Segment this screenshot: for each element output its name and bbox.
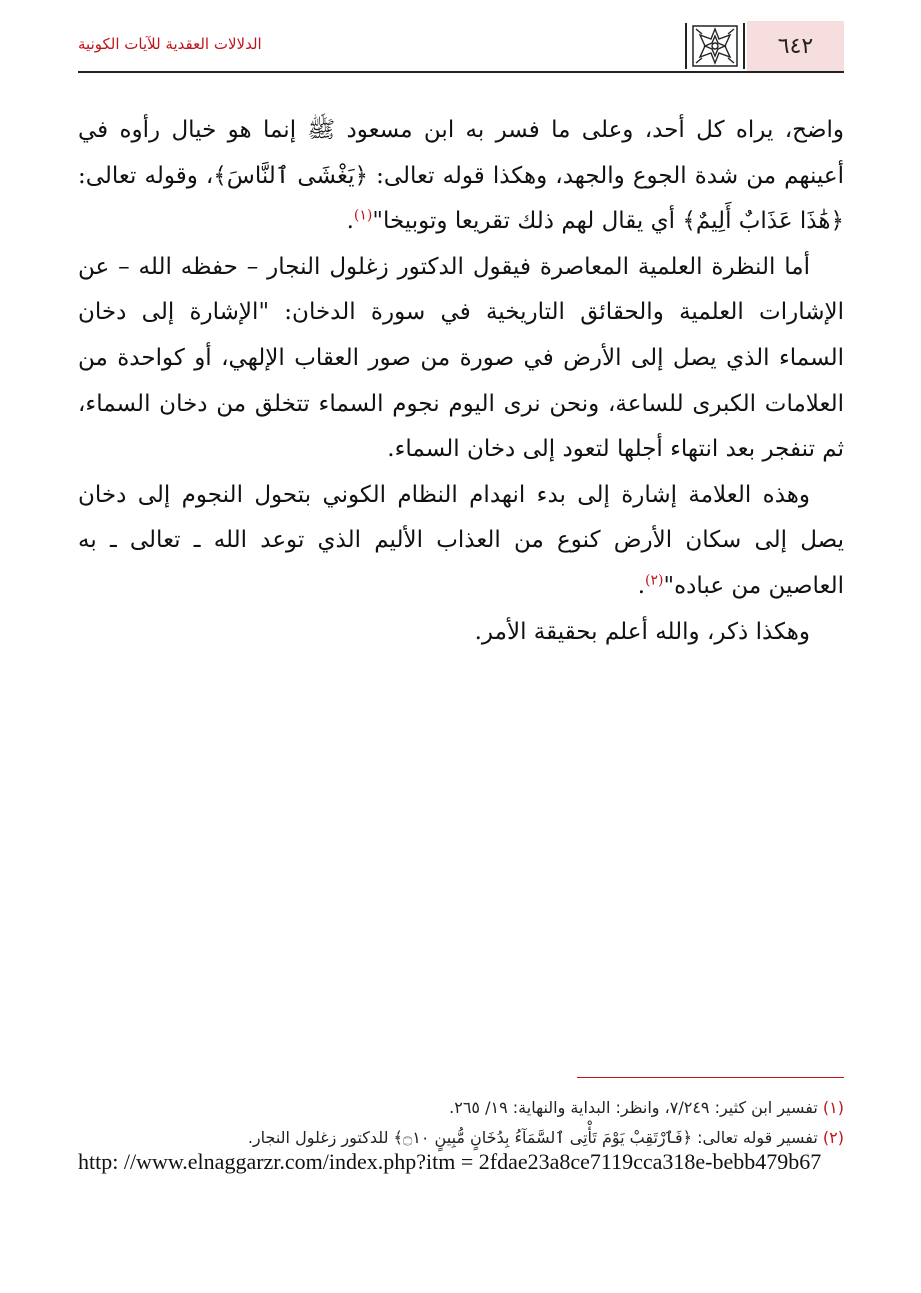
paragraph-text: وهكذا ذكر، والله أعلم بحقيقة الأمر. xyxy=(474,618,810,645)
paragraph-text: وهذه العلامة إشارة إلى بدء انهدام النظام الكوني بتحول النجوم إلى دخان يصل إلى سكان الأرض كنوع من العذاب الأليم الذي توعد الله ـ تعالى ـ به العاصين من عباده" xyxy=(78,481,844,599)
paragraph: وهذه العلامة إشارة إلى بدء انهدام النظام الكوني بتحول النجوم إلى دخان يصل إلى سكان الأرض كنوع من العذاب الأليم الذي توعد الله ـ تعالى ـ به العاصين من عباده"$^{(٢)}$. xyxy=(78,481,844,599)
book-title: الدلالات العقدية للآيات الكونية xyxy=(78,35,262,53)
footnote xyxy=(78,1093,844,1123)
footnote-number: (١) xyxy=(822,1098,844,1117)
footnote-number: (٢) xyxy=(822,1128,844,1147)
footnote-text: تفسير قوله تعالى: ﴿فَٱرْتَقِبْ يَوْمَ تَأْتِى ٱلسَّمَآءُ بِدُخَانٍ مُّبِينٍ ۝١٠﴾ للدكتور زغلول النجار. xyxy=(247,1128,818,1147)
source-url: http: //www.elnaggarzr.com/index.php?itm = 2fdae23a8ce7119cca318e-bebb479b67 xyxy=(78,1149,822,1174)
paragraph-text: واضح، يراه كل أحد، وعلى ما فسر به ابن مسعود ﷺ إنما هو خيال رأوه في أعينهم من شدة الجوع والجهد، وهكذا قوله تعالى: ﴿يَغْشَى ٱلنَّاسَ﴾، وقوله تعالى: ﴿هَٰذَا عَذَابٌ أَلِيمٌ﴾ أي يقال لهم ذلك تقريعا وتوبيخا" xyxy=(78,117,844,235)
paragraph xyxy=(78,610,844,656)
main-text xyxy=(78,108,844,655)
footnote-divider xyxy=(577,1077,844,1078)
footnote-text: تفسير ابن كثير: ٧/٢٤٩، وانظر: البداية والنهاية: ١٩/ ٢٦٥. xyxy=(449,1098,818,1117)
paragraph-text: أما النظرة العلمية المعاصرة فيقول الدكتور زغلول النجار – حفظه الله – عن الإشارات العلمية والحقائق التاريخية في سورة الدخان: "الإشارة إلى دخان السماء الذي يصل إلى الأرض في صورة من صور العقاب الإلهي، أو كواحدة من العلامات الكبرى للساعة، ونحن نرى اليوم نجوم السماء تتخلق من دخان السماء، ثم تنفجر بعد انتهاء أجلها لتعود إلى دخان السماء. xyxy=(78,253,844,463)
paragraph xyxy=(78,245,844,473)
geometric-star-ornament-icon xyxy=(685,23,745,69)
footnote-ref: (١) xyxy=(353,207,373,224)
footnote-ref: (٢) xyxy=(645,572,664,589)
page-number: ٦٤٢ xyxy=(747,21,844,71)
header-divider xyxy=(78,71,844,73)
paragraph: واضح، يراه كل أحد، وعلى ما فسر به ابن مسعود ﷺ إنما هو خيال رأوه في أعينهم من شدة الجوع والجهد، وهكذا قوله تعالى: ﴿يَغْشَى ٱلنَّاسَ﴾، وقوله تعالى: ﴿هَٰذَا عَذَابٌ أَلِيمٌ﴾ أي يقال لهم ذلك تقريعا وتوبيخا"$^{(١)}$. xyxy=(78,117,844,235)
page-header xyxy=(78,21,844,71)
